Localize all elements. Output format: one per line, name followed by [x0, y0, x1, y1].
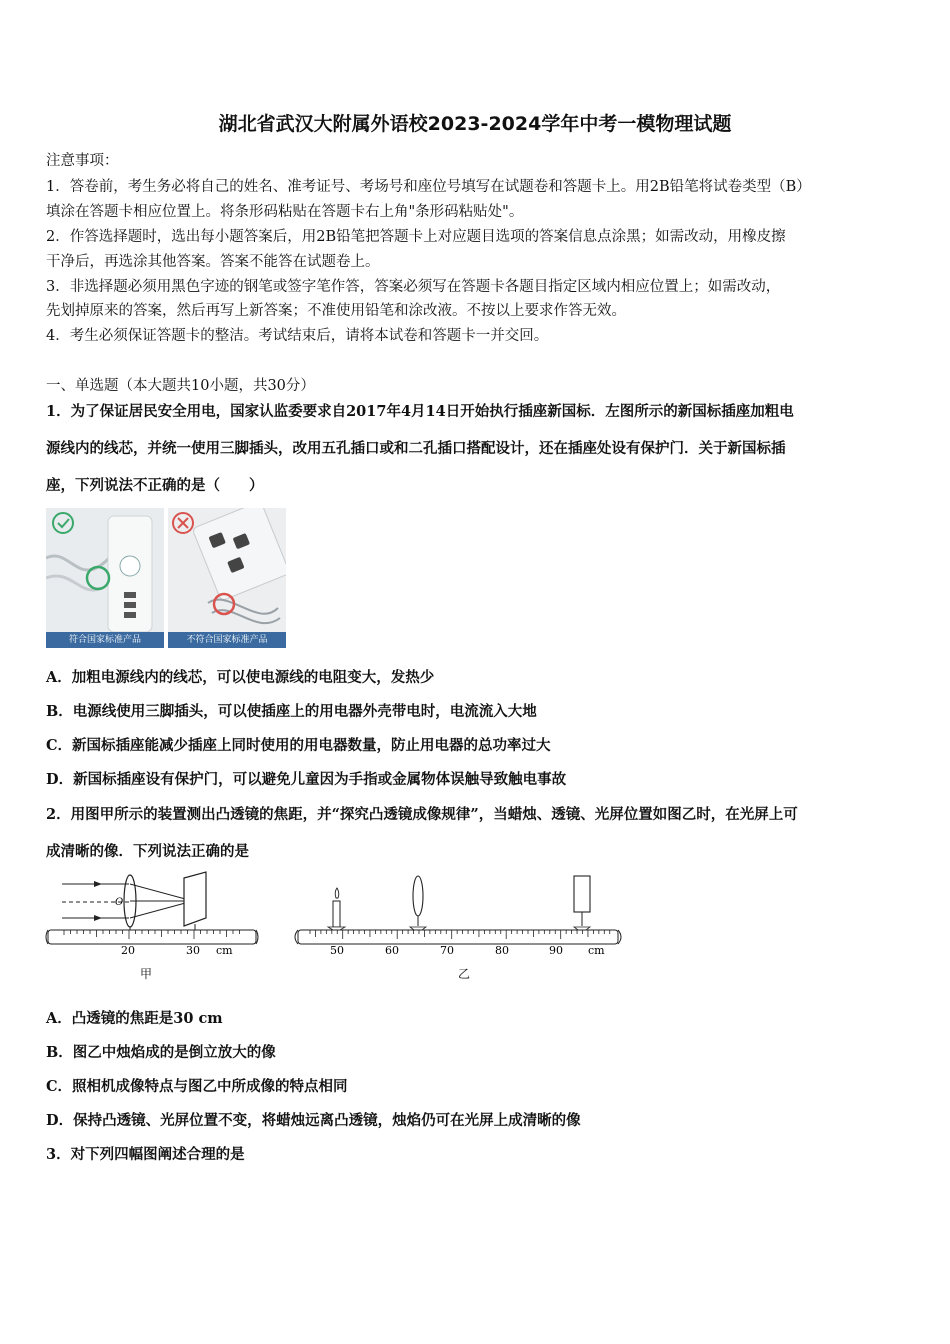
lens-center-label: O [115, 897, 124, 908]
compliant-socket-illustration [46, 508, 164, 648]
notice-line: 4．考生必须保证答题卡的整洁。考试结束后，请将本试卷和答题卡一并交回。 [46, 328, 549, 344]
notice-line: 先划掉原来的答案，然后再写上新答案；不准使用铅笔和涂改液。不按以上要求作答无效。 [46, 303, 626, 319]
tick-label: 90 [549, 944, 563, 957]
photo-noncompliant-socket [168, 508, 286, 648]
tick-label: 30 [186, 944, 200, 957]
figure-yi-label: 乙 [458, 967, 471, 981]
page-title: 湖北省武汉大附属外语校2023-2024学年中考一模物理试题 [218, 113, 732, 135]
notice-line: 3．非选择题必须用黑色字迹的钢笔或签字笔作答，答案必须写在答题卡各题目指定区域内相应位置上；如需改动， [46, 279, 781, 295]
figure-yi-imaging [290, 868, 630, 968]
q2-stem-line: 成清晰的像．下列说法正确的是 [46, 843, 249, 860]
candle [333, 901, 340, 927]
convex-lens [413, 876, 423, 916]
q2-option-d: D．保持凸透镜、光屏位置不变，将蜡烛远离凸透镜，烛焰仍可在光屏上成清晰的像 [46, 1112, 581, 1129]
q3-stem-line: 3．对下列四幅图阐述合理的是 [46, 1146, 245, 1163]
tick-unit: cm [216, 944, 233, 957]
q1-stem-line: 1．为了保证居民安全用电，国家认监委要求自2017年4月14日开始执行插座新国标．左图所示的新国标插座加粗电 [46, 403, 794, 420]
notice-line: 填涂在答题卡相应位置上。将条形码粘贴在答题卡右上角"条形码粘贴处"。 [46, 204, 524, 220]
notice-line: 1．答卷前，考生务必将自己的姓名、准考证号、考场号和座位号填写在试题卷和答题卡上。用2B铅笔将试卷类型（B） [46, 179, 811, 195]
q2-stem-line: 2．用图甲所示的装置测出凸透镜的焦距，并“探究凸透镜成像规律”，当蜡烛、透镜、光屏位置如图乙时，在光屏上可 [46, 806, 798, 823]
tick-label: 60 [385, 944, 399, 957]
notice-line: 2．作答选择题时，选出每小题答案后，用2B铅笔把答题卡上对应题目选项的答案信息点涂黑；如需改动，用橡皮擦 [46, 229, 786, 245]
tick-label: 20 [121, 944, 135, 957]
light-screen [574, 876, 590, 912]
q1-option-c: C．新国标插座能减少插座上同时使用的用电器数量，防止用电器的总功率过大 [46, 737, 551, 754]
notice-line: 干净后，再选涂其他答案。答案不能答在试题卷上。 [46, 254, 380, 270]
candle-flame [335, 888, 339, 898]
ruler-yi [298, 930, 618, 944]
section-heading: 一、单选题（本大题共10小题，共30分） [46, 378, 315, 394]
q1-option-a: A．加粗电源线内的线芯，可以使电源线的电阻变大，发热少 [46, 669, 435, 686]
tick-label: 70 [440, 944, 454, 957]
tick-label: 80 [495, 944, 509, 957]
ruler-jia [48, 930, 256, 944]
q2-option-a: A．凸透镜的焦距是30 cm [46, 1010, 223, 1027]
figure-jia-label: 甲 [140, 967, 153, 981]
q1-option-b: B．电源线使用三脚插头，可以使插座上的用电器外壳带电时，电流流入大地 [46, 703, 537, 720]
tick-unit: cm [588, 944, 605, 957]
q1-stem-line: 源线内的线芯，并统一使用三脚插头，改用五孔插口或和二孔插口搭配设计，还在插座处设有保护门．关于新国标插 [46, 440, 786, 457]
photo-caption: 不符合国家标准产品 [168, 632, 286, 648]
figure-jia-focal-length [44, 868, 264, 968]
q1-stem-line: 座，下列说法不正确的是（ ） [46, 477, 264, 494]
q2-option-b: B．图乙中烛焰成的是倒立放大的像 [46, 1044, 276, 1061]
q1-option-d: D．新国标插座设有保护门，可以避免儿童因为手指或金属物体误触导致触电事故 [46, 771, 567, 788]
photo-compliant-socket [46, 508, 164, 648]
light-screen [184, 872, 206, 926]
noncompliant-socket-illustration [168, 508, 286, 648]
tick-label: 50 [330, 944, 344, 957]
q2-option-c: C．照相机成像特点与图乙中所成像的特点相同 [46, 1078, 348, 1095]
photo-caption: 符合国家标准产品 [46, 632, 164, 648]
notice-heading: 注意事项： [46, 153, 119, 169]
